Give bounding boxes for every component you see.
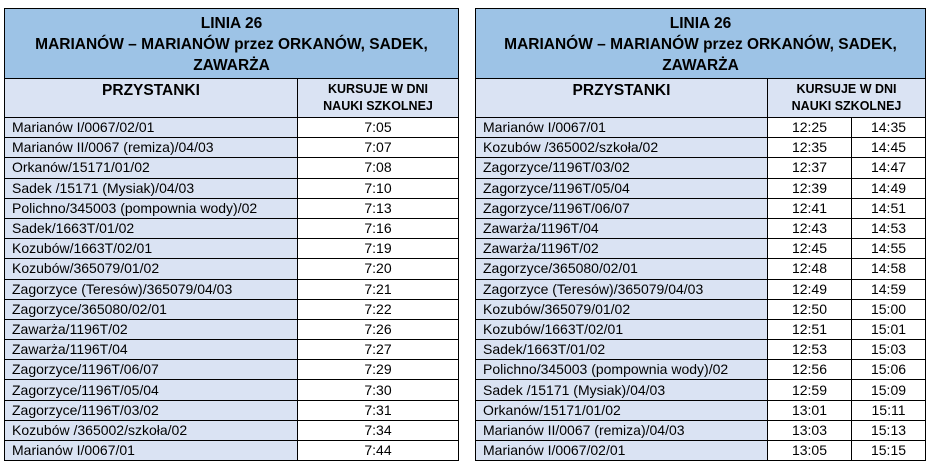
header-runs-line-2: NAUKI SZKOLNEJ <box>323 99 433 113</box>
departure-time-second: 14:49 <box>852 178 926 198</box>
stop-name: Zagorzyce (Teresów)/365079/04/03 <box>476 279 768 299</box>
departure-time: 7:19 <box>298 239 459 259</box>
departure-time: 7:30 <box>298 380 459 400</box>
stop-name: Zagorzyce/1196T/06/07 <box>476 198 768 218</box>
departure-time-first: 12:51 <box>768 319 852 339</box>
column-header-stops: PRZYSTANKI <box>476 79 768 118</box>
stop-name: Orkanów/15171/01/02 <box>476 400 768 420</box>
departure-time: 7:16 <box>298 218 459 238</box>
table-row <box>476 360 926 380</box>
stop-name: Zagorzyce/365080/02/01 <box>5 299 298 319</box>
stop-name: Marianów I/0067/01 <box>5 441 298 461</box>
departure-time-first: 12:45 <box>768 239 852 259</box>
table-row <box>476 380 926 400</box>
departure-time-second: 15:03 <box>852 340 926 360</box>
departure-time-second: 14:51 <box>852 198 926 218</box>
table-row <box>476 218 926 238</box>
table-row <box>5 178 459 198</box>
route-number: LINIA 26 <box>669 14 732 32</box>
table-row <box>476 178 926 198</box>
table-row <box>5 138 459 158</box>
header-runs-line-1: KURSUJE W DNI <box>328 82 429 96</box>
table-row <box>476 198 926 218</box>
table-row <box>476 319 926 339</box>
departure-time-second: 15:01 <box>852 319 926 339</box>
table-row <box>5 441 459 461</box>
route-title <box>476 9 926 79</box>
stop-name: Polichno/345003 (pompownia wody)/02 <box>5 198 298 218</box>
table-row <box>476 158 926 178</box>
stop-name: Zagorzyce/1196T/05/04 <box>5 380 298 400</box>
stop-name: Marianów I/0067/02/01 <box>476 441 768 461</box>
stop-name: Kozubów/365079/01/02 <box>5 259 298 279</box>
stop-name: Zagorzyce/1196T/03/02 <box>476 158 768 178</box>
departure-time-second: 15:11 <box>852 400 926 420</box>
stop-name: Kozubów/365079/01/02 <box>476 299 768 319</box>
departure-time-second: 14:35 <box>852 118 926 138</box>
departure-time: 7:10 <box>298 178 459 198</box>
table-row <box>5 380 459 400</box>
table-row <box>476 118 926 138</box>
table-row <box>5 158 459 178</box>
departure-time-first: 13:03 <box>768 420 852 440</box>
route-number: LINIA 26 <box>200 14 263 32</box>
stop-name: Polichno/345003 (pompownia wody)/02 <box>476 360 768 380</box>
table-row <box>5 319 459 339</box>
stop-name: Kozubów/1663T/02/01 <box>5 239 298 259</box>
departure-time-first: 12:59 <box>768 380 852 400</box>
departure-time-second: 14:47 <box>852 158 926 178</box>
table-row <box>5 400 459 420</box>
departure-time-first: 12:53 <box>768 340 852 360</box>
stop-name: Zagorzyce/1196T/03/02 <box>5 400 298 420</box>
table-row <box>5 340 459 360</box>
departure-time: 7:27 <box>298 340 459 360</box>
stop-name: Sadek /15171 (Mysiak)/04/03 <box>476 380 768 400</box>
table-row <box>5 279 459 299</box>
route-name-continued: ZAWARŻA <box>662 56 739 74</box>
departure-time: 7:22 <box>298 299 459 319</box>
departure-time: 7:07 <box>298 138 459 158</box>
table-row <box>476 400 926 420</box>
stop-name: Zagorzyce (Teresów)/365079/04/03 <box>5 279 298 299</box>
stop-name: Kozubów/1663T/02/01 <box>476 319 768 339</box>
departure-time-first: 12:35 <box>768 138 852 158</box>
table-row <box>5 239 459 259</box>
departure-time: 7:21 <box>298 279 459 299</box>
table-row <box>476 441 926 461</box>
timetable-left <box>4 8 459 461</box>
stop-name: Zawarża/1196T/04 <box>476 218 768 238</box>
departure-time-second: 14:53 <box>852 218 926 238</box>
stop-name: Sadek/1663T/01/02 <box>5 218 298 238</box>
stops-list <box>476 118 926 461</box>
departure-time-second: 14:59 <box>852 279 926 299</box>
departure-time-first: 12:49 <box>768 279 852 299</box>
stop-name: Zawarża/1196T/02 <box>5 319 298 339</box>
stop-name: Zagorzyce/365080/02/01 <box>476 259 768 279</box>
departure-time: 7:29 <box>298 360 459 380</box>
departure-time-second: 15:15 <box>852 441 926 461</box>
departure-time-second: 14:45 <box>852 138 926 158</box>
column-header-runs <box>768 79 926 118</box>
departure-time-second: 15:00 <box>852 299 926 319</box>
table-row <box>476 138 926 158</box>
table-row <box>5 218 459 238</box>
stop-name: Kozubów /365002/szkoła/02 <box>476 138 768 158</box>
stops-list <box>5 118 459 461</box>
table-row <box>5 118 459 138</box>
departure-time: 7:08 <box>298 158 459 178</box>
stop-name: Marianów II/0067 (remiza)/04/03 <box>5 138 298 158</box>
departure-time-second: 15:06 <box>852 360 926 380</box>
table-row <box>5 198 459 218</box>
departure-time-first: 12:41 <box>768 198 852 218</box>
table-row <box>5 420 459 440</box>
stop-name: Marianów I/0067/01 <box>476 118 768 138</box>
stop-name: Zawarża/1196T/04 <box>5 340 298 360</box>
stop-name: Zawarża/1196T/02 <box>476 239 768 259</box>
departure-time-second: 14:55 <box>852 239 926 259</box>
departure-time-first: 12:48 <box>768 259 852 279</box>
departure-time: 7:34 <box>298 420 459 440</box>
departure-time: 7:31 <box>298 400 459 420</box>
timetable-right <box>475 8 926 461</box>
departure-time-first: 12:37 <box>768 158 852 178</box>
departure-time-first: 12:50 <box>768 299 852 319</box>
departure-time-first: 13:05 <box>768 441 852 461</box>
departure-time: 7:20 <box>298 259 459 279</box>
stop-name: Kozubów /365002/szkoła/02 <box>5 420 298 440</box>
departure-time-first: 13:01 <box>768 400 852 420</box>
route-title <box>5 9 459 79</box>
departure-time: 7:13 <box>298 198 459 218</box>
departure-time: 7:44 <box>298 441 459 461</box>
stop-name: Marianów II/0067 (remiza)/04/03 <box>476 420 768 440</box>
stop-name: Marianów I/0067/02/01 <box>5 118 298 138</box>
departure-time-first: 12:56 <box>768 360 852 380</box>
table-row <box>5 360 459 380</box>
table-row <box>476 340 926 360</box>
departure-time: 7:26 <box>298 319 459 339</box>
departure-time-first: 12:25 <box>768 118 852 138</box>
table-row <box>476 420 926 440</box>
column-header-runs <box>298 79 459 118</box>
departure-time-first: 12:39 <box>768 178 852 198</box>
table-row <box>5 299 459 319</box>
route-name: MARIANÓW – MARIANÓW przez ORKANÓW, SADEK, <box>504 35 897 53</box>
table-row <box>476 239 926 259</box>
table-row <box>476 259 926 279</box>
route-name-continued: ZAWARŻA <box>193 56 270 74</box>
table-row <box>476 279 926 299</box>
departure-time-first: 12:43 <box>768 218 852 238</box>
departure-time-second: 15:13 <box>852 420 926 440</box>
stop-name: Orkanów/15171/01/02 <box>5 158 298 178</box>
header-runs-line-2: NAUKI SZKOLNEJ <box>791 99 902 113</box>
header-runs-line-1: KURSUJE W DNI <box>796 82 897 96</box>
stop-name: Zagorzyce/1196T/06/07 <box>5 360 298 380</box>
stop-name: Sadek/1663T/01/02 <box>476 340 768 360</box>
table-row <box>5 259 459 279</box>
table-row <box>476 299 926 319</box>
departure-time-second: 15:09 <box>852 380 926 400</box>
stop-name: Sadek /15171 (Mysiak)/04/03 <box>5 178 298 198</box>
departure-time: 7:05 <box>298 118 459 138</box>
departure-time-second: 14:58 <box>852 259 926 279</box>
column-header-stops: PRZYSTANKI <box>5 79 298 118</box>
route-name: MARIANÓW – MARIANÓW przez ORKANÓW, SADEK, <box>35 35 428 53</box>
stop-name: Zagorzyce/1196T/05/04 <box>476 178 768 198</box>
